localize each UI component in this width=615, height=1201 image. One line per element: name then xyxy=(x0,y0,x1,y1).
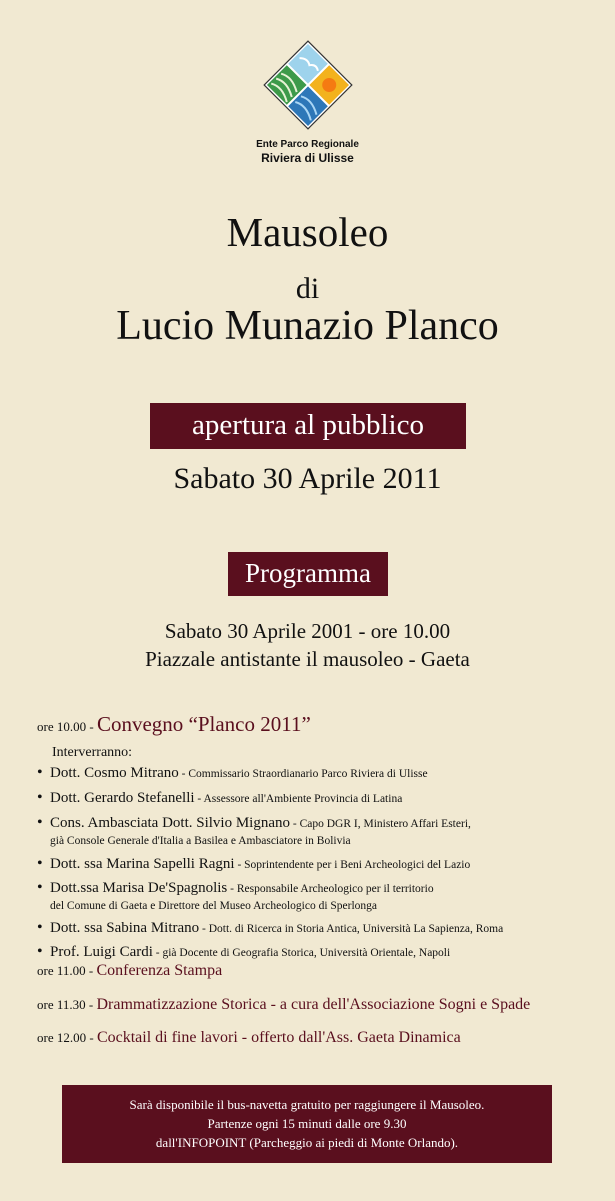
speaker-name: Cons. Ambasciata Dott. Silvio Mignano xyxy=(50,815,290,831)
program-banner: Programma xyxy=(228,552,388,596)
bullet-icon: • xyxy=(37,764,43,781)
speaker-item xyxy=(37,764,607,783)
event-time: ore 11.30 - xyxy=(37,997,97,1012)
bullet-icon: • xyxy=(37,879,43,896)
program-location: Piazzale antistante il mausoleo - Gaeta xyxy=(145,647,470,671)
speaker-name: Dott.ssa Marisa De'Spagnolis xyxy=(50,880,228,896)
bullet-icon: • xyxy=(37,855,43,872)
bullet-icon: • xyxy=(37,943,43,960)
speaker-name: Prof. Luigi Cardi xyxy=(50,944,153,960)
event-time: ore 10.00 - xyxy=(37,719,97,734)
speakers-list xyxy=(37,764,607,962)
speaker-role: - Commissario Straordianario Parco Riviera di Ulisse xyxy=(178,768,428,780)
speaker-role: - Soprintendente per i Beni Archeologici del Lazio xyxy=(234,859,471,871)
event-row xyxy=(37,1029,607,1047)
event-title: Drammatizzazione Storica - a cura dell'Associazione Sogni e Spade xyxy=(96,996,531,1013)
speaker-item xyxy=(37,789,607,808)
title-line3: Lucio Munazio Planco xyxy=(116,303,499,349)
speaker-item xyxy=(37,814,607,849)
speaker-name: Dott. Gerardo Stefanelli xyxy=(50,790,195,806)
shuttle-notice xyxy=(62,1085,552,1163)
speakers-heading: Interverranno: xyxy=(52,745,133,760)
speaker-item xyxy=(37,879,607,914)
opening-banner: apertura al pubblico xyxy=(150,403,466,449)
event-title: Convegno “Planco 2011” xyxy=(96,712,311,736)
notice-line2: Partenze ogni 15 minuti dalle ore 9.30 xyxy=(207,1116,407,1131)
event-row xyxy=(37,712,597,737)
speaker-role: - Responsabile Archeologico per il territorio xyxy=(227,883,434,895)
notice-line3: dall'INFOPOINT (Parcheggio ai piedi di Monte Orlando). xyxy=(155,1135,459,1150)
event-row xyxy=(37,962,607,980)
speaker-role: - Dott. di Ricerca in Storia Antica, Università La Sapienza, Roma xyxy=(199,923,504,935)
opening-date: Sabato 30 Aprile 2011 xyxy=(173,462,442,495)
speaker-role: - già Docente di Geografia Storica, Università Orientale, Napoli xyxy=(152,947,451,959)
speaker-item xyxy=(37,943,607,962)
event-time: ore 11.00 - xyxy=(37,963,97,978)
org-name-line1: Ente Parco Regionale xyxy=(256,139,359,150)
bullet-icon: • xyxy=(37,919,43,936)
speaker-item xyxy=(37,855,607,874)
title-line2: di xyxy=(295,272,320,305)
speaker-name: Dott. Cosmo Mitrano xyxy=(50,765,179,781)
bullet-icon: • xyxy=(37,789,43,806)
event-title: Conferenza Stampa xyxy=(96,962,223,979)
org-name-line2: Riviera di Ulisse xyxy=(261,151,354,165)
speaker-role: - Capo DGR I, Ministero Affari Esteri, xyxy=(290,818,471,830)
speaker-role-continued: del Comune di Gaeta e Direttore del Museo Archeologico di Sperlonga xyxy=(50,900,378,912)
program-date: Sabato 30 Aprile 2001 - ore 10.00 xyxy=(164,619,451,643)
notice-line1: Sarà disponibile il bus-navetta gratuito per raggiungere il Mausoleo. xyxy=(129,1097,485,1112)
park-logo xyxy=(263,40,353,130)
bullet-icon: • xyxy=(37,814,43,831)
speaker-item xyxy=(37,919,607,938)
title-line1: Mausoleo xyxy=(226,209,389,255)
event-time: ore 12.00 - xyxy=(37,1030,97,1045)
speaker-name: Dott. ssa Sabina Mitrano xyxy=(50,920,200,936)
event-row xyxy=(37,996,607,1014)
speaker-name: Dott. ssa Marina Sapelli Ragni xyxy=(50,856,235,872)
event-title: Cocktail di fine lavori - offerto dall'Ass. Gaeta Dinamica xyxy=(96,1029,461,1046)
speaker-role: - Assessore all'Ambiente Provincia di Latina xyxy=(194,793,403,805)
speaker-role-continued: già Console Generale d'Italia a Basilea e Ambasciatore in Bolivia xyxy=(50,835,351,847)
